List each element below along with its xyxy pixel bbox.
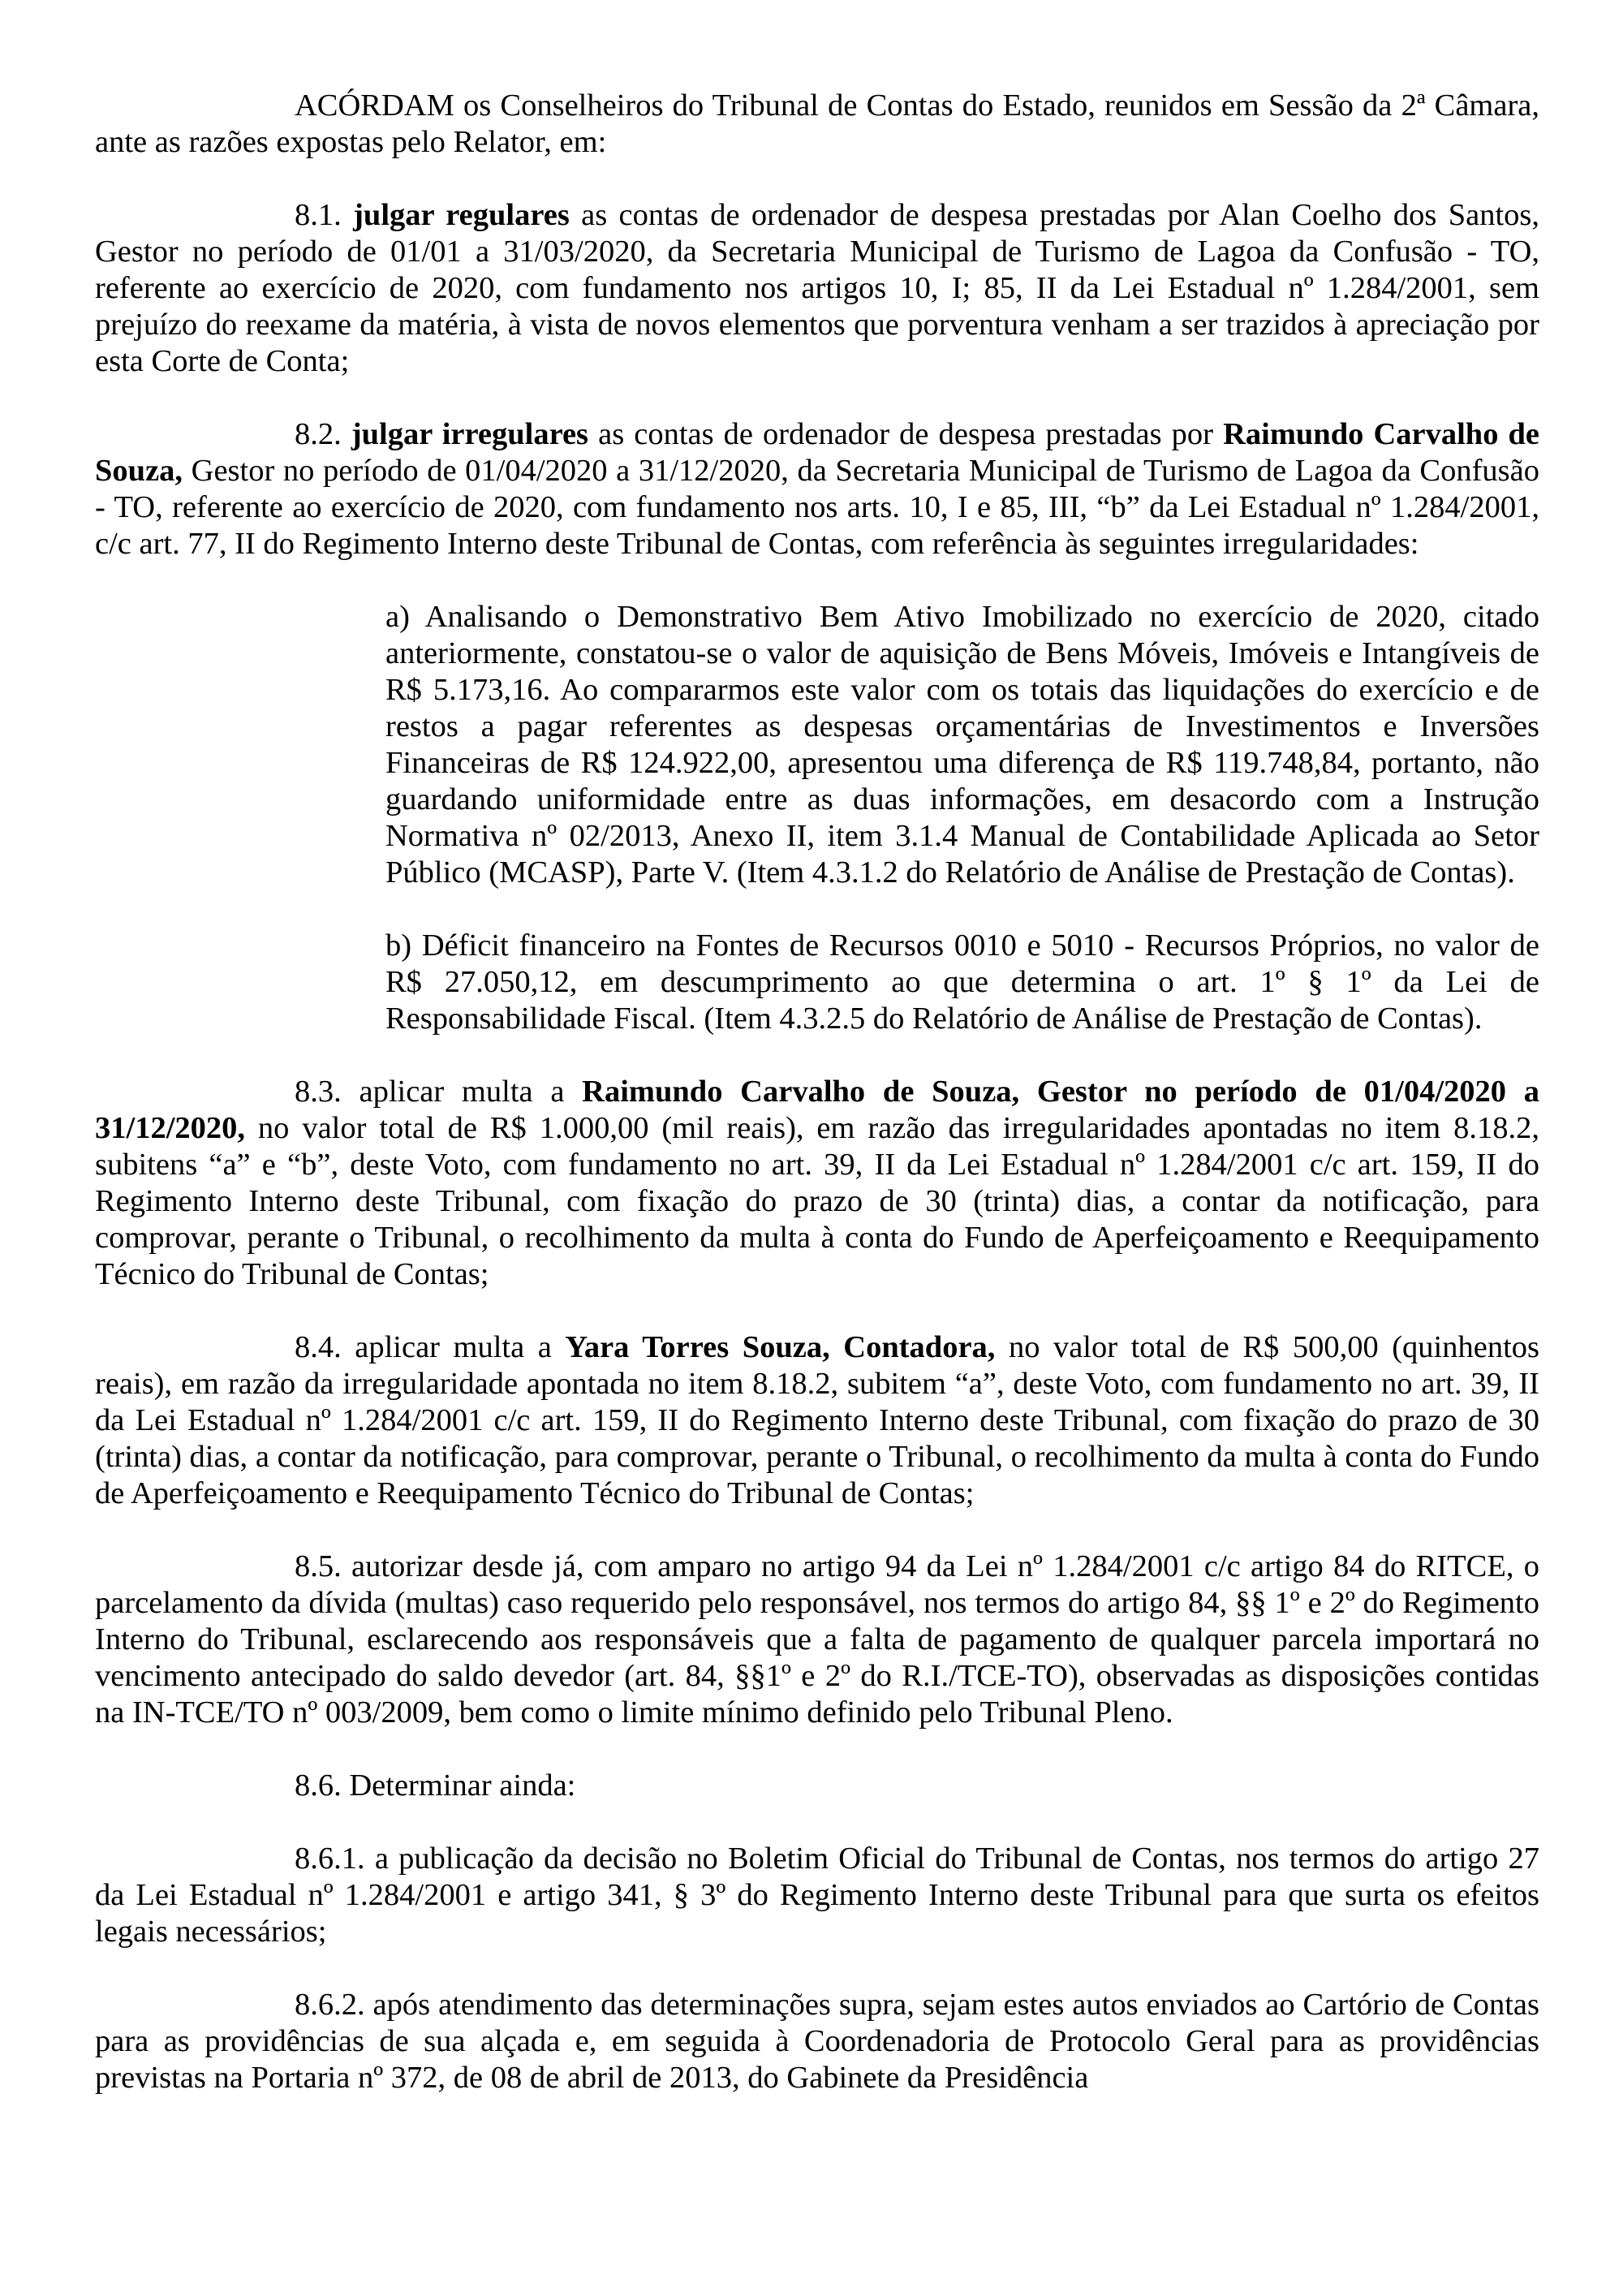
item-number: 8.1. [295,198,342,232]
irregularity-a-paragraph: a) Analisando o Demonstrativo Bem Ativo Imobilizado no exercício de 2020, citado anteriormente, constatou-se o valor de aquisição de Bens Móveis, Imóveis e Intangíveis de R$ 5.173,16. Ao compararmos este valor com os totais das liquidações do exercício e de restos a pagar referentes as despesas orçamentárias de Investimentos e Inversões Financeiras de R$ 124.922,00, apresentou uma diferença de R$ 119.748,84, portanto, não guardando uniformidade entre as duas informações, em desacordo com a Instrução Normativa nº 02/2013, Anexo II, item 3.1.4 Manual de Contabilidade Aplicada ao Setor Público (MCASP), Parte V. (Item 4.3.1.2 do Relatório de Análise de Prestação de Contas). [385,600,1539,890]
responsible-name-bold: Yara Torres Souza, Contadora, [565,1330,996,1364]
item-8-6-2-paragraph: 8.6.2. após atendimento das determinações supra, sejam estes autos enviados ao Cartório de Contas para as providências de sua alçada e, em seguida à Coordenadoria de Protocolo Geral para as providências previstas na Portaria nº 372, de 08 de abril de 2013, do Gabinete da Presidência [95,1988,1539,2095]
item-8-5-paragraph: 8.5. autorizar desde já, com amparo no artigo 94 da Lei nº 1.284/2001 c/c artigo 84 do RITCE, o parcelamento da dívida (multas) caso requerido pelo responsável, nos termos do artigo 84, §§ 1º e 2º do Regimento Interno do Tribunal, esclarecendo aos responsáveis que a falta de pagamento de qualquer parcela importará no vencimento antecipado do saldo devedor (art. 84, §§1º e 2º do R.I./TCE-TO), observadas as disposições contidas na IN-TCE/TO nº 003/2009, bem como o limite mínimo definido pelo Tribunal Pleno. [95,1549,1539,1730]
item-8-2-paragraph [95,416,1539,562]
responsible-name-bold: Raimundo Carvalho de Souza, Gestor no período de 01/04/2020 a 31/12/2020, [95,1075,1540,1145]
item-body-text: no valor total de R$ 500,00 (quinhentos reais), em razão da irregularidade apontada no item 8.18.2, subitem “a”, deste Voto, com fundamento no art. 39, II da Lei Estadual nº 1.284/2001 c/c art. 159, II do Regimento Interno deste Tribunal, com fixação do prazo de 30 (trinta) dias, a contar da notificação, para comprovar, perante o Tribunal, o recolhimento da multa à conta do Fundo de Aperfeiçoamento e Reequipamento Técnico do Tribunal de Contas; [95,1330,1539,1510]
document-page [95,88,1539,2096]
irregularity-b-paragraph: b) Déficit financeiro na Fontes de Recursos 0010 e 5010 - Recursos Próprios, no valor de R$ 27.050,12, em descumprimento ao que determina o art. 1º § 1º da Lei de Responsabilidade Fiscal. (Item 4.3.2.5 do Relatório de Análise de Prestação de Contas). [385,928,1539,1036]
item-number: 8.4. [295,1330,342,1364]
item-body-text: no valor total de R$ 1.000,00 (mil reais), em razão das irregularidades apontadas no item 8.18.2, subitens “a” e “b”, deste Voto, com fundamento no art. 39, II da Lei Estadual nº 1.284/2001 c/c art. 159, II do Regimento Interno deste Tribunal, com fixação do prazo de 30 (trinta) dias, a contar da notificação, para comprovar, perante o Tribunal, o recolhimento da multa à conta do Fundo de Aperfeiçoamento e Reequipamento Técnico do Tribunal de Contas; [95,1111,1539,1291]
item-8-3-paragraph [95,1074,1539,1293]
item-body-text: Gestor no período de 01/04/2020 a 31/12/2020, da Secretaria Municipal de Turismo de Lagoa da Confusão - TO, referente ao exercício de 2020, com fundamento nos arts. 10, I e 85, III, “b” da Lei Estadual nº 1.284/2001, c/c art. 77, II do Regimento Interno deste Tribunal de Contas, com referência às seguintes irregularidades: [95,454,1539,561]
item-verdict-bold: julgar irregulares [351,417,589,451]
item-number: 8.2. [295,417,342,451]
item-body-text: as contas de ordenador de despesa prestadas por [588,417,1224,451]
item-number: 8.3. [295,1075,342,1109]
item-8-4-paragraph [95,1329,1539,1512]
intro-paragraph: ACÓRDAM os Conselheiros do Tribunal de Contas do Estado, reunidos em Sessão da 2ª Câmara, ante as razões expostas pelo Relator, em: [95,88,1539,159]
item-8-6-1-paragraph: 8.6.1. a publicação da decisão no Boletim Oficial do Tribunal de Contas, nos termos do artigo 27 da Lei Estadual nº 1.284/2001 e artigo 341, § 3º do Regimento Interno deste Tribunal para que surta os efeitos legais necessários; [95,1842,1539,1949]
item-body-text: aplicar multa a [341,1075,583,1109]
item-8-1-paragraph [95,197,1539,380]
item-body-text: as contas de ordenador de despesa prestadas por Alan Coelho dos Santos, Gestor no período de 01/01 a 31/03/2020, da Secretaria Municipal de Turismo de Lagoa da Confusão - TO, referente ao exercício de 2020, com fundamento nos artigos 10, I; 85, II da Lei Estadual nº 1.284/2001, sem prejuízo do reexame da matéria, à vista de novos elementos que porventura venham a ser trazidos à apreciação por esta Corte de Conta; [95,198,1540,378]
item-verdict-bold: julgar regulares [353,198,570,232]
item-8-6-paragraph: 8.6. Determinar ainda: [295,1768,576,1803]
item-body-text: aplicar multa a [341,1330,566,1364]
responsible-name-bold: Raimundo Carvalho de Souza, [95,417,1540,488]
